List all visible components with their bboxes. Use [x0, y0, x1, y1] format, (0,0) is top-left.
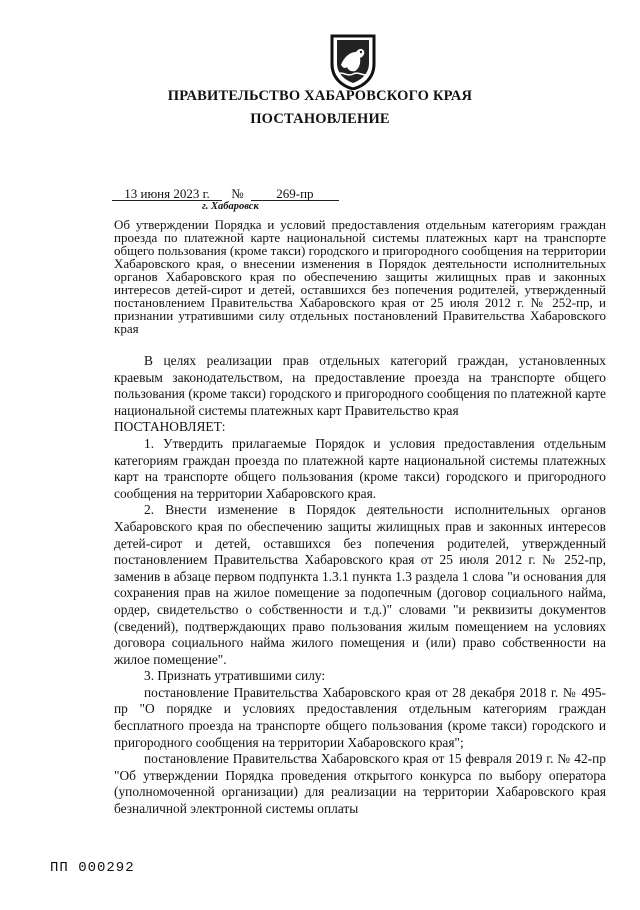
- document-type: ПОСТАНОВЛЕНИЕ: [250, 111, 390, 127]
- number-sign: №: [231, 186, 244, 201]
- government-name: ПРАВИТЕЛЬСТВО ХАБАРОВСКОГО КРАЯ: [167, 88, 473, 104]
- item-3-b: постановление Правительства Хабаровского края от 15 февраля 2019 г. № 42-пр "Об утверждении Порядка проведения открытого конкурса по выбору оператора (уполномоченной организации) для реализации на территории Хабаровского края безналичной электронной системы оплаты: [114, 751, 606, 817]
- coat-of-arms-emblem: [328, 30, 378, 90]
- preamble: В целях реализации прав отдельных категорий граждан, установленных краевым законодательством, на предоставление проезда на транспорте общего пользования (кроме такси) городского и пригородного сообщения по платежной карте национальной системы платежных карт Правительство края: [114, 353, 606, 418]
- document-number: 269-пр: [251, 187, 339, 201]
- item-1: 1. Утвердить прилагаемые Порядок и условия предоставления отдельным категориям граждан проезда по платежной карте национальной системы платежных карт на транспорте общего пользования (кроме такси) городского и пригородного сообщения на территории Хабаровского края.: [114, 435, 606, 501]
- document-body: [114, 353, 606, 818]
- document-date: 13 июня 2023 г.: [112, 187, 222, 201]
- document-title: Об утверждении Порядка и условий предоставления отдельным категориям граждан проезда по платежной карте национальной системы платежных карт на транспорте общего пользования (кроме такси) городского и пригородного сообщения на территории Хабаровского края, о внесении изменения в Порядок деятельности исполнительных органов Хабаровского края по обеспечению защиты жилищных прав и законных интересов детей-сирот и детей, оставшихся без попечения родителей, утвержденный постановлением Правительства Хабаровского края от 25 июля 2012 г. № 252-пр, и признании утратившими силу отдельных постановлений Правительства Хабаровского края: [114, 217, 606, 336]
- item-3: 3. Признать утратившими силу:: [144, 668, 326, 684]
- date-number-line: [112, 186, 339, 202]
- city-label: г. Хабаровск: [202, 201, 259, 212]
- item-2: 2. Внести изменение в Порядок деятельности исполнительных органов Хабаровского края по обеспечению защиты жилищных прав и законных интересов детей-сирот и детей, оставшихся без попечения родителей, утвержденный постановлением Правительства Хабаровского края от 25 июля 2012 г. № 252-пр, заменив в абзаце первом подпункта 1.3.1 пункта 1.3 раздела 1 слова "и основания для сохранения прав на жилое помещение за подопечным (договор социального найма, ордер, свидетельство о собственности и т.д.)" словами "и реквизиты документов (сведений), подтверждающих право пользования жилым помещением на условиях договора социального найма жилого помещения и (или) право собственности на жилое помещение".: [114, 502, 606, 667]
- serial-number: ПП 000292: [50, 860, 135, 876]
- decree-word: ПОСТАНОВЛЯЕТ:: [114, 419, 226, 435]
- item-3-a: постановление Правительства Хабаровского края от 28 декабря 2018 г. № 495-пр "О порядке и условиях предоставления отдельным категориям граждан бесплатного проезда на транспорте общего пользования (кроме такси) городского и пригородного сообщения на территории Хабаровского края";: [114, 684, 606, 750]
